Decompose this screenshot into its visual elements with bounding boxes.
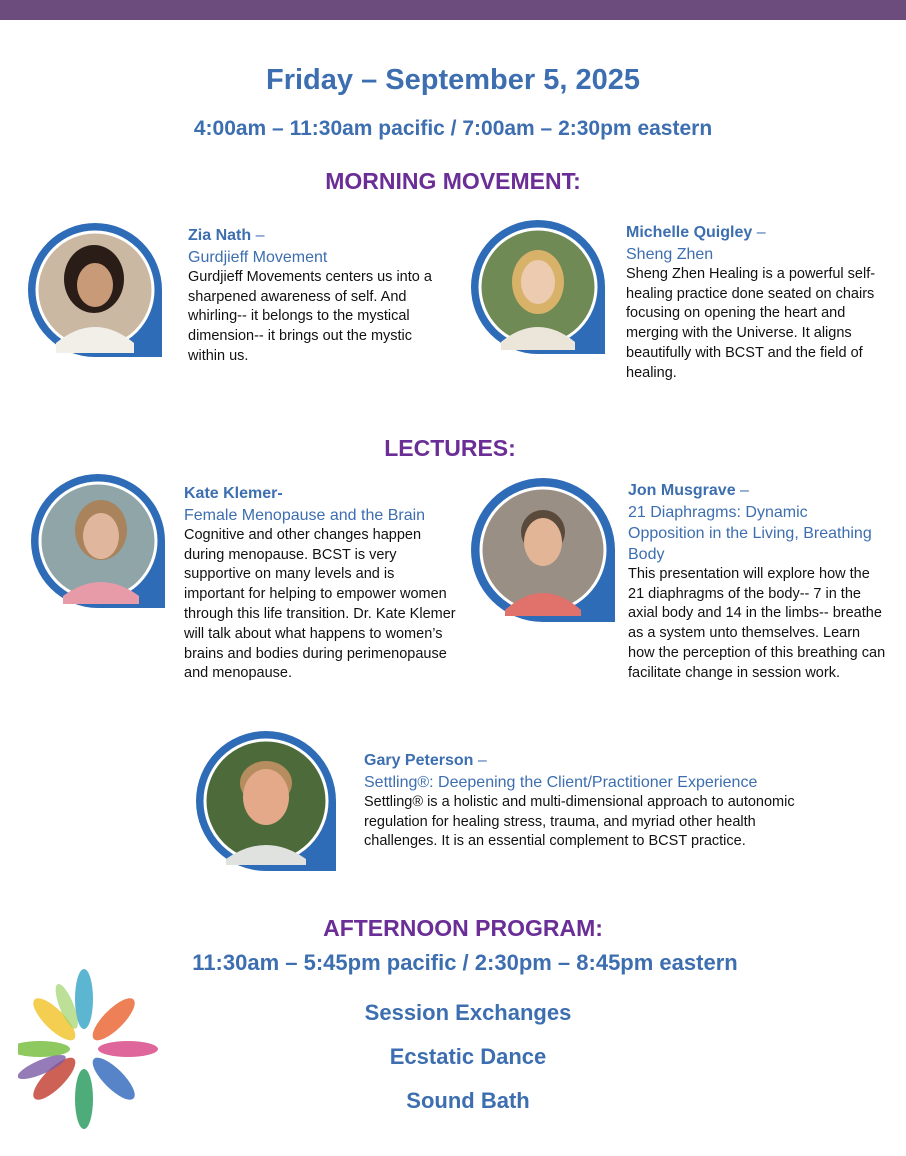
morning-heading: MORNING MOVEMENT: (325, 168, 581, 194)
event-date: Friday – September 5, 2025 (266, 64, 640, 96)
speaker-bio-kate-klemer (184, 483, 456, 684)
speaker-topic: Female Menopause and the Brain (184, 506, 426, 524)
speaker-name: Michelle Quigley (626, 224, 753, 241)
speaker-topic: Sheng Zhen (626, 245, 714, 263)
speaker-description: Settling® is a holistic and multi-dimensional approach to autonomic regulation for healing stress, trauma, and myriad other health challenges. It is an essential complement to BCST practice. (364, 793, 795, 850)
speaker-photo-michelle-quigley (471, 220, 605, 354)
name-dash: – (752, 224, 766, 241)
speaker-topic: Gurdjieff Movement (188, 248, 328, 266)
speaker-bio-zia-nath (188, 225, 440, 367)
speaker-photo-gary-peterson (196, 731, 336, 871)
lectures-heading: LECTURES: (384, 435, 516, 461)
name-dash: – (735, 482, 749, 499)
speaker-name: Gary Peterson (364, 752, 474, 769)
speaker-topic: 21 Diaphragms: Dynamic Opposition in the Living, Breathing Body (628, 503, 872, 563)
program-item: Sound Bath (406, 1088, 530, 1113)
speaker-bio-michelle-quigley (626, 222, 884, 384)
afternoon-times: 11:30am – 5:45pm pacific / 2:30pm – 8:45pm eastern (192, 950, 738, 975)
speaker-name: Zia Nath (188, 227, 252, 244)
speaker-name: Kate Klemer- (184, 485, 283, 502)
speaker-description: Gurdjieff Movements centers us into a sharpened awareness of self. And whirling-- it belongs to the mystical dimension-- it brings out the mystic within us. (188, 268, 432, 364)
speaker-description: Sheng Zhen Healing is a powerful self-healing practice done seated on chairs focusing on opening the heart and merging with the Universe. It aligns beautifully with BCST and the field of healing. (626, 265, 876, 381)
program-item: Session Exchanges (364, 1000, 572, 1025)
afternoon-heading: AFTERNOON PROGRAM: (323, 915, 603, 941)
event-times: 4:00am – 11:30am pacific / 7:00am – 2:30pm eastern (193, 117, 713, 140)
speaker-photo-jon-musgrave (471, 478, 615, 622)
name-dash: – (251, 227, 265, 244)
speaker-photo-zia-nath (28, 223, 162, 357)
program-item: Ecstatic Dance (389, 1044, 547, 1069)
speaker-bio-jon-musgrave (628, 480, 886, 684)
speaker-name: Jon Musgrave (628, 482, 736, 499)
top-banner-bar (0, 0, 906, 20)
speaker-description: Cognitive and other changes happen during menopause. BCST is very supportive on many levels and is important for helping to empower women through this life transition. Dr. Kate Klemer will talk about what happens to women’s brains and bodies during perimenopause and menopause. (184, 526, 456, 682)
speaker-description: This presentation will explore how the 21 diaphragms of the body-- 7 in the axial body and 14 in the limbs-- breathe as a system unto themselves. Learn how the perception of this breathing can facilitate change in session work. (628, 565, 886, 681)
speaker-topic: Settling®: Deepening the Client/Practitioner Experience (364, 773, 758, 791)
speaker-bio-gary-peterson (364, 750, 814, 852)
speaker-photo-kate-klemer (31, 474, 165, 608)
flower-logo-icon (18, 965, 160, 1135)
name-dash: – (473, 752, 487, 769)
